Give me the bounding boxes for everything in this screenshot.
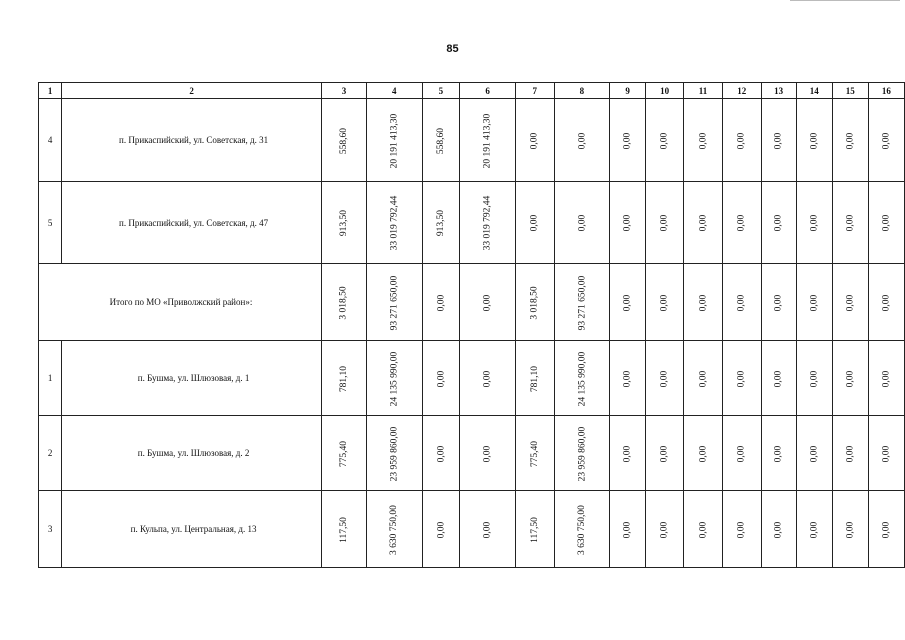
cell-value: 93 271 650,00 bbox=[389, 275, 400, 330]
value-cell bbox=[322, 491, 367, 568]
value-cell bbox=[460, 341, 516, 416]
column-header: 1 bbox=[39, 83, 62, 99]
value-cell bbox=[515, 99, 554, 182]
cell-value: 0,00 bbox=[881, 521, 892, 538]
value-cell bbox=[515, 416, 554, 491]
cell-value: 24 135 990,00 bbox=[576, 351, 587, 406]
column-header: 16 bbox=[868, 83, 904, 99]
value-cell bbox=[422, 491, 460, 568]
column-header: 13 bbox=[761, 83, 796, 99]
cell-value: 3 018,50 bbox=[529, 285, 540, 320]
value-cell bbox=[366, 416, 422, 491]
value-cell bbox=[684, 491, 723, 568]
column-header: 12 bbox=[722, 83, 761, 99]
value-cell bbox=[366, 491, 422, 568]
subtotal-row bbox=[39, 264, 905, 341]
cell-value: 0,00 bbox=[736, 214, 747, 232]
value-cell bbox=[460, 264, 516, 341]
data-table bbox=[38, 82, 905, 568]
cell-value: 0,00 bbox=[529, 214, 540, 232]
value-cell bbox=[832, 182, 868, 264]
value-cell bbox=[684, 264, 723, 341]
value-cell bbox=[796, 491, 832, 568]
address-cell: п. Кульпа, ул. Центральная, д. 13 bbox=[62, 491, 322, 568]
cell-value: 0,00 bbox=[736, 521, 747, 538]
cell-value: 0,00 bbox=[659, 294, 670, 311]
cell-value: 0,00 bbox=[435, 294, 446, 311]
value-cell bbox=[366, 341, 422, 416]
value-cell bbox=[646, 491, 684, 568]
value-cell bbox=[646, 416, 684, 491]
cell-value: 0,00 bbox=[809, 370, 820, 387]
value-cell bbox=[832, 341, 868, 416]
value-cell bbox=[684, 99, 723, 182]
row-number: 3 bbox=[39, 491, 62, 568]
value-cell bbox=[610, 264, 646, 341]
cell-value: 0,00 bbox=[881, 445, 892, 462]
cell-value: 0,00 bbox=[622, 132, 633, 149]
cell-value: 3 018,50 bbox=[338, 285, 349, 320]
column-header: 5 bbox=[422, 83, 460, 99]
cell-value: 0,00 bbox=[659, 521, 670, 538]
value-cell bbox=[761, 182, 796, 264]
cell-value: 0,00 bbox=[697, 294, 708, 311]
cell-value: 0,00 bbox=[435, 370, 446, 387]
cell-value: 0,00 bbox=[845, 132, 856, 149]
cell-value: 0,00 bbox=[697, 370, 708, 387]
cell-value: 93 271 650,00 bbox=[576, 275, 587, 330]
value-cell bbox=[515, 341, 554, 416]
value-cell bbox=[422, 341, 460, 416]
value-cell bbox=[322, 99, 367, 182]
column-header: 10 bbox=[646, 83, 684, 99]
cell-value: 0,00 bbox=[435, 521, 446, 538]
value-cell bbox=[832, 264, 868, 341]
value-cell bbox=[322, 341, 367, 416]
cell-value: 0,00 bbox=[881, 132, 892, 149]
cell-value: 0,00 bbox=[622, 214, 633, 232]
address-cell: п. Бушма, ул. Шлюзовая, д. 2 bbox=[62, 416, 322, 491]
cell-value: 23 959 860,00 bbox=[389, 426, 400, 481]
value-cell bbox=[422, 416, 460, 491]
cell-value: 0,00 bbox=[659, 132, 670, 149]
value-cell bbox=[460, 491, 516, 568]
value-cell bbox=[460, 182, 516, 264]
cell-value: 0,00 bbox=[659, 445, 670, 462]
table-row bbox=[39, 341, 905, 416]
value-cell bbox=[761, 491, 796, 568]
cell-value: 0,00 bbox=[736, 294, 747, 311]
value-cell bbox=[610, 491, 646, 568]
cell-value: 0,00 bbox=[435, 445, 446, 462]
cell-value: 0,00 bbox=[773, 521, 784, 538]
value-cell bbox=[722, 264, 761, 341]
value-cell bbox=[761, 264, 796, 341]
value-cell bbox=[722, 341, 761, 416]
subtotal-label: Итого по МО «Приволжский район»: bbox=[39, 264, 322, 341]
cell-value: 3 630 750,00 bbox=[576, 504, 587, 555]
cell-value: 0,00 bbox=[529, 132, 540, 149]
table-row bbox=[39, 491, 905, 568]
table-row bbox=[39, 99, 905, 182]
value-cell bbox=[554, 182, 610, 264]
value-cell bbox=[554, 264, 610, 341]
cell-value: 0,00 bbox=[482, 521, 493, 538]
cell-value: 0,00 bbox=[809, 445, 820, 462]
row-number: 2 bbox=[39, 416, 62, 491]
value-cell bbox=[722, 182, 761, 264]
cell-value: 0,00 bbox=[622, 445, 633, 462]
column-header: 7 bbox=[515, 83, 554, 99]
value-cell bbox=[868, 182, 904, 264]
cell-value: 0,00 bbox=[736, 370, 747, 387]
value-cell bbox=[796, 341, 832, 416]
value-cell bbox=[796, 264, 832, 341]
value-cell bbox=[646, 264, 684, 341]
value-cell bbox=[646, 182, 684, 264]
value-cell bbox=[796, 182, 832, 264]
value-cell bbox=[868, 416, 904, 491]
value-cell bbox=[796, 416, 832, 491]
value-cell bbox=[422, 182, 460, 264]
cell-value: 0,00 bbox=[773, 294, 784, 311]
cell-value: 23 959 860,00 bbox=[576, 426, 587, 481]
cell-value: 0,00 bbox=[482, 370, 493, 387]
row-number: 4 bbox=[39, 99, 62, 182]
cell-value: 0,00 bbox=[659, 370, 670, 387]
table-row bbox=[39, 182, 905, 264]
value-cell bbox=[868, 341, 904, 416]
cell-value: 775,40 bbox=[338, 440, 349, 467]
cell-value: 781,10 bbox=[529, 365, 540, 392]
column-header: 3 bbox=[322, 83, 367, 99]
value-cell bbox=[761, 99, 796, 182]
cell-value: 0,00 bbox=[845, 214, 856, 232]
scan-mark bbox=[790, 0, 900, 1]
value-cell bbox=[515, 182, 554, 264]
value-cell bbox=[832, 491, 868, 568]
cell-value: 0,00 bbox=[845, 445, 856, 462]
column-header: 9 bbox=[610, 83, 646, 99]
cell-value: 0,00 bbox=[773, 370, 784, 387]
value-cell bbox=[796, 99, 832, 182]
column-header: 11 bbox=[684, 83, 723, 99]
cell-value: 775,40 bbox=[529, 440, 540, 467]
row-number: 5 bbox=[39, 182, 62, 264]
value-cell bbox=[366, 182, 422, 264]
value-cell bbox=[366, 99, 422, 182]
value-cell bbox=[761, 341, 796, 416]
value-cell bbox=[610, 341, 646, 416]
cell-value: 0,00 bbox=[845, 521, 856, 538]
table-row bbox=[39, 416, 905, 491]
cell-value: 913,50 bbox=[435, 209, 446, 237]
cell-value: 0,00 bbox=[659, 214, 670, 232]
value-cell bbox=[322, 416, 367, 491]
cell-value: 0,00 bbox=[773, 445, 784, 462]
cell-value: 33 019 792,44 bbox=[482, 195, 493, 251]
value-cell bbox=[684, 182, 723, 264]
value-cell bbox=[515, 264, 554, 341]
value-cell bbox=[832, 99, 868, 182]
value-cell bbox=[554, 99, 610, 182]
cell-value: 0,00 bbox=[622, 521, 633, 538]
cell-value: 0,00 bbox=[697, 132, 708, 149]
cell-value: 558,60 bbox=[435, 127, 446, 154]
cell-value: 0,00 bbox=[697, 214, 708, 232]
address-cell: п. Прикаспийский, ул. Советская, д. 31 bbox=[62, 99, 322, 182]
cell-value: 0,00 bbox=[697, 445, 708, 462]
cell-value: 0,00 bbox=[697, 521, 708, 538]
value-cell bbox=[868, 491, 904, 568]
value-cell bbox=[366, 264, 422, 341]
column-header: 15 bbox=[832, 83, 868, 99]
cell-value: 117,50 bbox=[338, 516, 349, 543]
cell-value: 33 019 792,44 bbox=[389, 195, 400, 251]
cell-value: 0,00 bbox=[622, 370, 633, 387]
value-cell bbox=[761, 416, 796, 491]
value-cell bbox=[554, 416, 610, 491]
value-cell bbox=[515, 491, 554, 568]
value-cell bbox=[554, 341, 610, 416]
cell-value: 0,00 bbox=[773, 214, 784, 232]
cell-value: 0,00 bbox=[809, 521, 820, 538]
column-header: 2 bbox=[62, 83, 322, 99]
value-cell bbox=[610, 182, 646, 264]
cell-value: 0,00 bbox=[809, 132, 820, 149]
page-number: 85 bbox=[446, 43, 459, 55]
cell-value: 0,00 bbox=[773, 132, 784, 149]
column-header: 6 bbox=[460, 83, 516, 99]
value-cell bbox=[722, 99, 761, 182]
cell-value: 20 191 413,30 bbox=[389, 113, 400, 168]
value-cell bbox=[322, 182, 367, 264]
value-cell bbox=[832, 416, 868, 491]
value-cell bbox=[868, 99, 904, 182]
column-header: 8 bbox=[554, 83, 610, 99]
value-cell bbox=[422, 99, 460, 182]
cell-value: 0,00 bbox=[736, 132, 747, 149]
value-cell bbox=[460, 99, 516, 182]
cell-value: 117,50 bbox=[529, 516, 540, 543]
address-cell: п. Бушма, ул. Шлюзовая, д. 1 bbox=[62, 341, 322, 416]
address-cell: п. Прикаспийский, ул. Советская, д. 47 bbox=[62, 182, 322, 264]
value-cell bbox=[722, 416, 761, 491]
row-number: 1 bbox=[39, 341, 62, 416]
value-cell bbox=[322, 264, 367, 341]
cell-value: 0,00 bbox=[809, 214, 820, 232]
value-cell bbox=[722, 491, 761, 568]
value-cell bbox=[610, 99, 646, 182]
cell-value: 3 630 750,00 bbox=[389, 504, 400, 555]
column-header: 4 bbox=[366, 83, 422, 99]
column-header: 14 bbox=[796, 83, 832, 99]
value-cell bbox=[610, 416, 646, 491]
cell-value: 0,00 bbox=[881, 214, 892, 232]
cell-value: 24 135 990,00 bbox=[389, 351, 400, 406]
cell-value: 558,60 bbox=[338, 127, 349, 154]
cell-value: 781,10 bbox=[338, 365, 349, 392]
cell-value: 0,00 bbox=[809, 294, 820, 311]
cell-value: 913,50 bbox=[338, 209, 349, 237]
cell-value: 0,00 bbox=[576, 214, 587, 232]
header-row bbox=[39, 83, 905, 99]
value-cell bbox=[422, 264, 460, 341]
cell-value: 0,00 bbox=[622, 294, 633, 311]
value-cell bbox=[646, 99, 684, 182]
cell-value: 20 191 413,30 bbox=[482, 113, 493, 168]
cell-value: 0,00 bbox=[845, 294, 856, 311]
cell-value: 0,00 bbox=[736, 445, 747, 462]
value-cell bbox=[684, 416, 723, 491]
value-cell bbox=[684, 341, 723, 416]
cell-value: 0,00 bbox=[482, 294, 493, 311]
cell-value: 0,00 bbox=[576, 132, 587, 149]
value-cell bbox=[460, 416, 516, 491]
value-cell bbox=[646, 341, 684, 416]
value-cell bbox=[868, 264, 904, 341]
value-cell bbox=[554, 491, 610, 568]
cell-value: 0,00 bbox=[881, 370, 892, 387]
cell-value: 0,00 bbox=[482, 445, 493, 462]
cell-value: 0,00 bbox=[881, 294, 892, 311]
cell-value: 0,00 bbox=[845, 370, 856, 387]
